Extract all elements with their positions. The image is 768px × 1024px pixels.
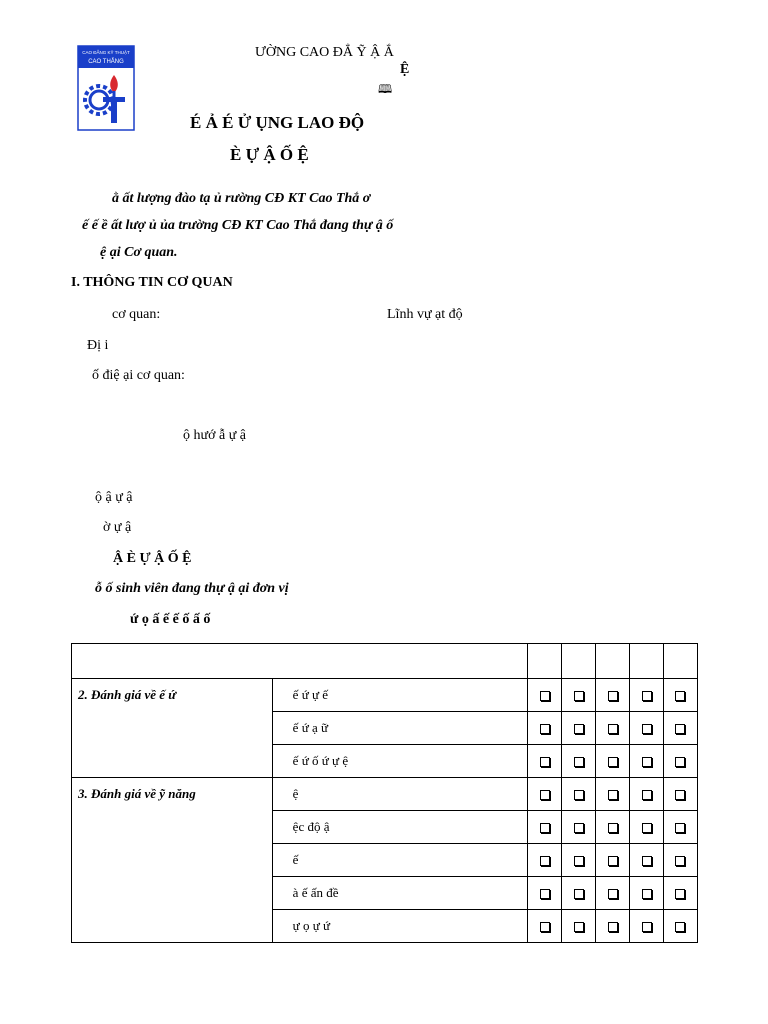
score-checkbox[interactable] [642, 889, 652, 899]
score-cell [596, 910, 630, 943]
score-checkbox[interactable] [642, 724, 652, 734]
header-score-cell [663, 644, 697, 679]
header-score-cell [528, 644, 562, 679]
criterion-label: ệc độ ậ [272, 811, 528, 844]
score-checkbox[interactable] [608, 691, 618, 701]
criteria-group-label: 3. Đánh giá về ỹ năng [72, 778, 273, 943]
score-checkbox[interactable] [574, 724, 584, 734]
score-cell [562, 811, 596, 844]
score-checkbox[interactable] [675, 823, 685, 833]
score-checkbox[interactable] [608, 856, 618, 866]
score-cell [596, 844, 630, 877]
logo-text-top: CAO ĐẲNG KỸ THUẬT [82, 50, 130, 55]
score-checkbox[interactable] [675, 790, 685, 800]
school-name: ƯỜNG CAO ĐẲ Ỹ Ậ Ắ [255, 45, 394, 60]
score-checkbox[interactable] [608, 724, 618, 734]
logo-text-bottom: CAO THẮNG [88, 59, 124, 65]
score-checkbox[interactable] [540, 757, 550, 767]
score-cell [663, 877, 697, 910]
score-checkbox[interactable] [675, 856, 685, 866]
score-checkbox[interactable] [642, 790, 652, 800]
score-cell [630, 679, 664, 712]
score-checkbox[interactable] [642, 856, 652, 866]
score-cell [528, 712, 562, 745]
score-cell [630, 844, 664, 877]
header-score-cell [562, 644, 596, 679]
score-checkbox[interactable] [675, 724, 685, 734]
field-of-work-label: Lĩnh vự ạt độ [387, 307, 463, 322]
score-cell [528, 844, 562, 877]
score-checkbox[interactable] [574, 889, 584, 899]
score-cell [630, 778, 664, 811]
score-checkbox[interactable] [608, 757, 618, 767]
score-cell [596, 877, 630, 910]
score-cell [630, 712, 664, 745]
score-checkbox[interactable] [608, 889, 618, 899]
score-cell [562, 712, 596, 745]
header-criteria-cell [72, 644, 528, 679]
criterion-label: ệ [272, 778, 528, 811]
score-cell [562, 679, 596, 712]
score-checkbox[interactable] [540, 790, 550, 800]
score-checkbox[interactable] [608, 922, 618, 932]
score-cell [562, 877, 596, 910]
header-score-cell [630, 644, 664, 679]
score-checkbox[interactable] [675, 889, 685, 899]
score-cell [562, 778, 596, 811]
score-checkbox[interactable] [574, 922, 584, 932]
score-cell [663, 712, 697, 745]
score-checkbox[interactable] [675, 757, 685, 767]
table-header-row [72, 644, 698, 679]
intro-line1: ằ ất lượng đào tạ ủ rường CĐ KT Cao Thắ ơ [112, 191, 371, 206]
intro-line2: ế ế ề ất lượ ủ ủa trường CĐ KT Cao Thắ đang thự ậ ố [82, 218, 394, 233]
score-cell [562, 910, 596, 943]
score-checkbox[interactable] [675, 922, 685, 932]
score-checkbox[interactable] [574, 757, 584, 767]
score-cell [663, 745, 697, 778]
score-cell [528, 910, 562, 943]
score-checkbox[interactable] [540, 823, 550, 833]
score-cell [596, 712, 630, 745]
criterion-label: à ế ấn đề [272, 877, 528, 910]
mentor-label: ộ hướ ẫ ự ậ [183, 428, 247, 443]
instruction-line: ứ ọ ấ ế ế ố ấ ố [130, 612, 211, 627]
header-score-cell [596, 644, 630, 679]
agency-name-label: cơ quan: [112, 307, 161, 322]
score-checkbox[interactable] [675, 691, 685, 701]
score-cell [596, 811, 630, 844]
score-checkbox[interactable] [608, 823, 618, 833]
score-cell [630, 811, 664, 844]
score-checkbox[interactable] [540, 889, 550, 899]
score-cell [663, 778, 697, 811]
address-label: Đị i [87, 338, 109, 353]
student-count-label: ỗ ố sinh viên đang thự ậ ại đơn vị [95, 581, 289, 596]
criterion-label: ế ứ ố ứ ự ệ [272, 745, 528, 778]
score-cell [663, 910, 697, 943]
score-cell [630, 910, 664, 943]
score-checkbox[interactable] [608, 790, 618, 800]
criterion-label: ế ứ ự ế [272, 679, 528, 712]
book-icon: 🕮 [378, 82, 393, 96]
score-cell [528, 877, 562, 910]
score-checkbox[interactable] [642, 757, 652, 767]
score-cell [663, 679, 697, 712]
criterion-label: ế ứ ạ ữ [272, 712, 528, 745]
score-cell [630, 877, 664, 910]
score-checkbox[interactable] [574, 856, 584, 866]
score-checkbox[interactable] [642, 691, 652, 701]
score-cell [562, 844, 596, 877]
score-checkbox[interactable] [540, 856, 550, 866]
form-title-line2: È Ự Ậ Ố Ệ [230, 145, 309, 164]
score-cell [596, 679, 630, 712]
score-cell [663, 844, 697, 877]
department-line: Ệ [400, 62, 410, 77]
score-checkbox[interactable] [540, 922, 550, 932]
intro-line3: ệ ại Cơ quan. [100, 245, 178, 260]
score-cell [528, 811, 562, 844]
score-checkbox[interactable] [574, 691, 584, 701]
evaluation-table [71, 643, 698, 943]
score-checkbox[interactable] [642, 823, 652, 833]
score-cell [596, 778, 630, 811]
section2-heading: Ậ È Ự Ậ Ố Ệ [113, 551, 192, 566]
score-cell [528, 679, 562, 712]
score-cell [596, 745, 630, 778]
criterion-label: ự ọ ự ứ [272, 910, 528, 943]
school-logo [77, 45, 135, 131]
score-cell [663, 811, 697, 844]
table-row [72, 778, 698, 811]
internship-time-label: ờ ự ậ [103, 520, 132, 535]
score-checkbox[interactable] [574, 790, 584, 800]
score-cell [630, 745, 664, 778]
mentor-line2: ộ ậ ự ậ [95, 490, 133, 505]
score-checkbox[interactable] [540, 691, 550, 701]
score-checkbox[interactable] [642, 922, 652, 932]
score-checkbox[interactable] [540, 724, 550, 734]
score-checkbox[interactable] [574, 823, 584, 833]
criteria-group-label: 2. Đánh giá về ế ứ [72, 679, 273, 778]
score-cell [528, 745, 562, 778]
criterion-label: ế [272, 844, 528, 877]
score-cell [528, 778, 562, 811]
form-title-line1: É Ả É Ử ỤNG LAO ĐỘ [190, 113, 365, 132]
score-cell [562, 745, 596, 778]
table-row [72, 679, 698, 712]
section1-heading: I. THÔNG TIN CƠ QUAN [71, 275, 233, 290]
agency-phone-label: ố điệ ại cơ quan: [92, 368, 185, 383]
